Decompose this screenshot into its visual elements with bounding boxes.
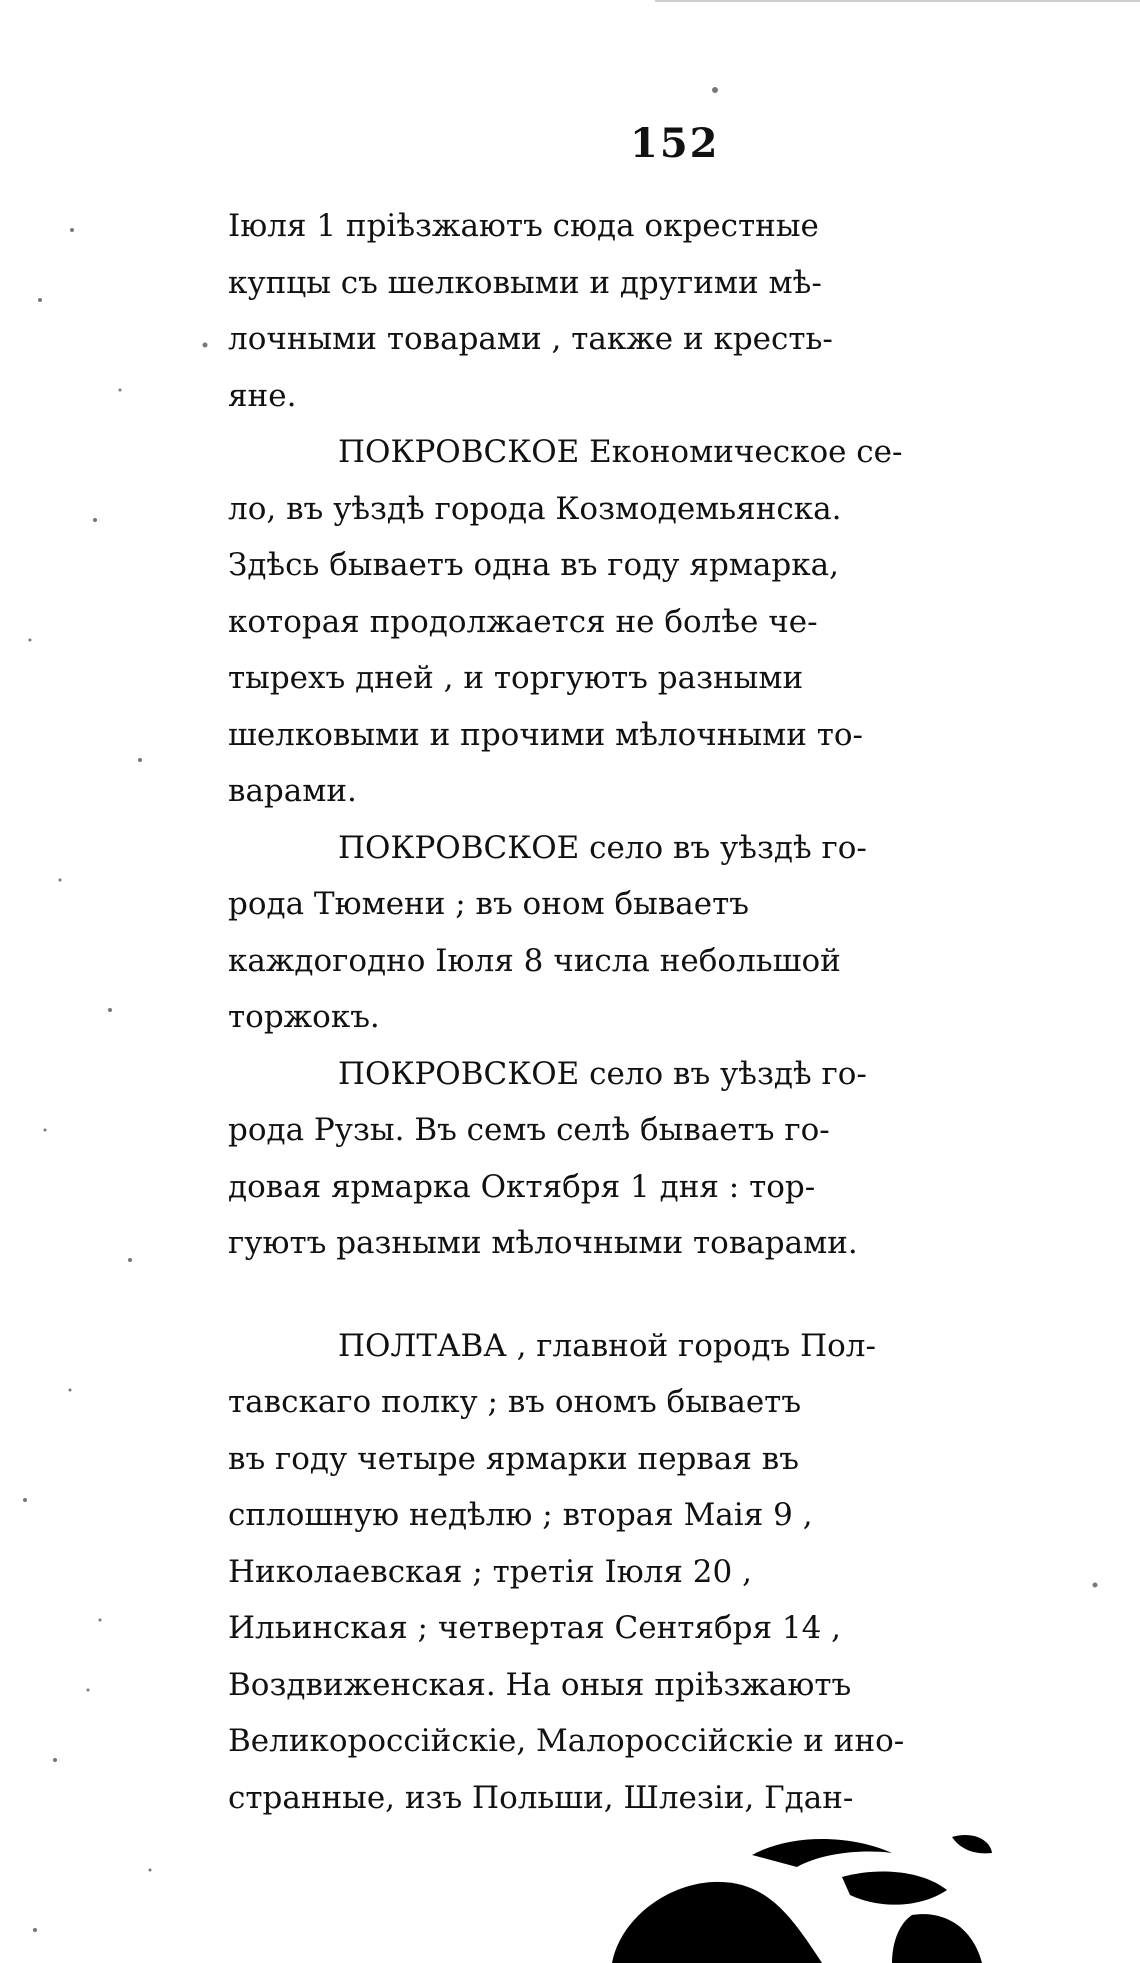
text-line: рода Рузы. Въ семъ селѣ бываетъ го- bbox=[228, 1112, 830, 1148]
text-line: Ильинская ; четвертая Сентября 14 , bbox=[228, 1610, 842, 1646]
text-line: варами. bbox=[228, 773, 357, 809]
text-line: тырехъ дней , и торгуютъ разными bbox=[228, 660, 804, 696]
entry-heading-line: ПОЛТАВА , главной городъ Пол- bbox=[338, 1327, 876, 1364]
page-number: 152 bbox=[630, 120, 720, 167]
text-line: Іюля 1 пріѣзжаютъ сюда окрестные bbox=[228, 208, 819, 244]
page-body-text bbox=[228, 198, 1083, 1826]
text-line: Здѣсь бываетъ одна въ году ярмарка, bbox=[228, 547, 839, 583]
text-line: торжокъ. bbox=[228, 999, 380, 1035]
text-line: Николаевская ; третія Іюля 20 , bbox=[228, 1553, 752, 1590]
entry-heading-line: ПОКРОВСКОЕ Економическое се- bbox=[338, 434, 903, 470]
text-line: яне. bbox=[228, 377, 297, 414]
ink-blot-stamp bbox=[592, 1815, 1140, 1963]
entry-heading-line: ПОКРОВСКОЕ село въ уѣздѣ го- bbox=[338, 1055, 867, 1092]
text-line: Великороссійскіе, Малороссійскіе и ино- bbox=[228, 1723, 905, 1759]
entry-heading-line: ПОКРОВСКОЕ село въ уѣздѣ го- bbox=[338, 829, 867, 866]
text-line: купцы съ шелковыми и другими мѣ- bbox=[228, 264, 822, 301]
text-line: шелковыми и прочими мѣлочными то- bbox=[228, 716, 864, 753]
text-line: сплошную недѣлю ; вторая Маія 9 , bbox=[228, 1497, 813, 1533]
text-line: тавскаго полку ; въ ономъ бываетъ bbox=[228, 1384, 802, 1420]
text-line: ло, въ уѣздѣ города Козмодемьянска. bbox=[228, 490, 842, 527]
text-line: гуютъ разными мѣлочными товарами. bbox=[228, 1225, 858, 1261]
text-line: въ году четыре ярмарки первая въ bbox=[228, 1440, 799, 1477]
text-line: лочными товарами , также и кресть- bbox=[228, 321, 833, 357]
text-line: рода Тюмени ; въ оном бываетъ bbox=[228, 886, 750, 922]
text-line: каждогодно Іюля 8 числа небольшой bbox=[228, 942, 841, 979]
text-line: довая ярмарка Октября 1 дня : тор- bbox=[228, 1168, 816, 1205]
text-line: странные, изъ Польши, Шлезіи, Гдан- bbox=[228, 1779, 854, 1816]
text-line: которая продолжается не болѣе че- bbox=[228, 603, 818, 640]
text-line: Воздвиженская. На оныя пріѣзжаютъ bbox=[228, 1666, 852, 1703]
